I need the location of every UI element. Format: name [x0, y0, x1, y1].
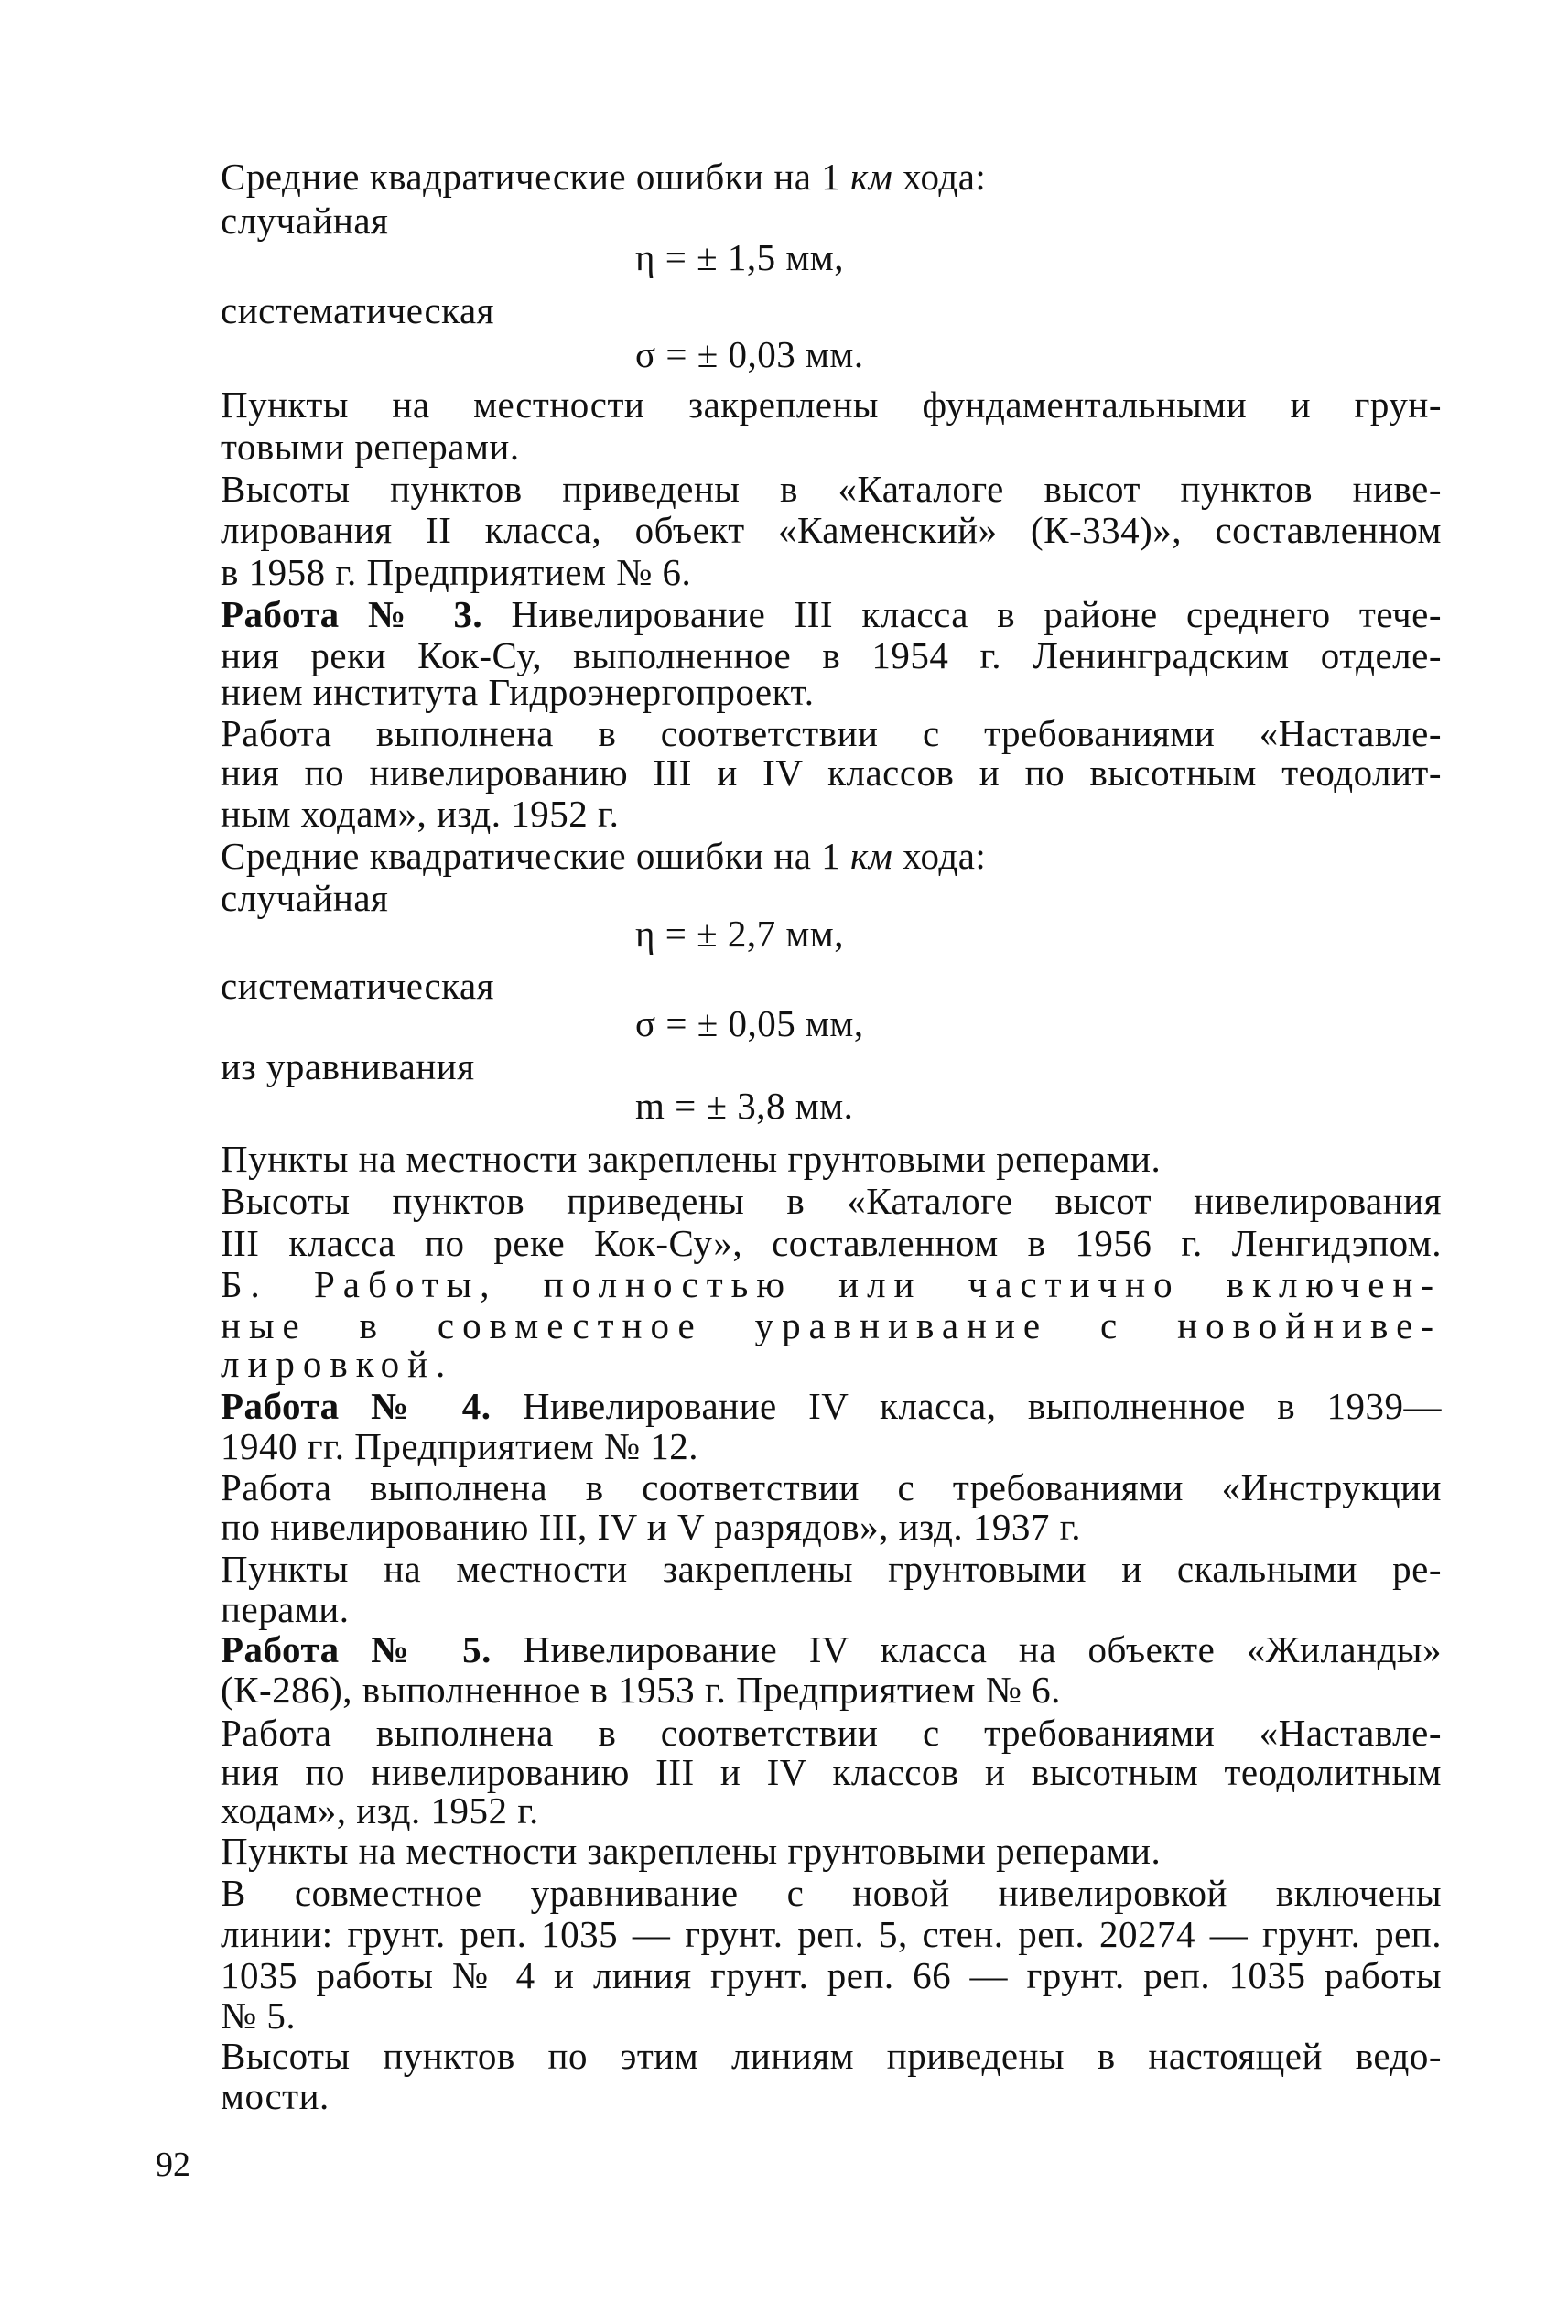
- text-line: лирования II класса, объект «Каменский» (К-334)», составленном: [221, 509, 1442, 551]
- text-line: по нивелированию III, IV и V разрядов», изд. 1937 г.: [221, 1506, 1082, 1548]
- text-line: Работа № 5. Нивелирование IV класса на объекте «Жиланды»: [221, 1628, 1442, 1670]
- page-number: 92: [156, 2146, 190, 2184]
- formula-line: η = ± 2,7 мм,: [635, 913, 844, 955]
- formula-line: σ = ± 0,03 мм.: [635, 333, 864, 375]
- text-line: Работа № 3. Нивелирование III класса в районе среднего тече-: [221, 593, 1442, 635]
- work-heading: Работа № 3.: [221, 593, 483, 635]
- text-line: Работа выполнена в соответствии с требованиями «Наставле-: [221, 1712, 1442, 1754]
- text-line: ния реки Кок-Су, выполненное в 1954 г. Ленинградским отделе-: [221, 634, 1442, 676]
- text-line: Пункты на местности закреплены грунтовыми реперами.: [221, 1830, 1162, 1872]
- text-line: Пункты на местности закреплены грунтовыми реперами.: [221, 1138, 1162, 1180]
- work-heading: Работа № 4.: [221, 1385, 492, 1427]
- text-line: ные в совместное уравнивание с новойниве-: [221, 1304, 1442, 1346]
- text-line: Средние квадратические ошибки на 1 км хода:: [221, 156, 987, 198]
- formula-line: η = ± 1,5 мм,: [635, 236, 844, 278]
- text-line: систематическая: [221, 965, 495, 1007]
- text-line: Высоты пунктов приведены в «Каталоге высот пунктов ниве-: [221, 468, 1442, 510]
- text-line: Пункты на местности закреплены фундаментальными и грун-: [221, 384, 1442, 426]
- text-line: III класса по реке Кок-Су», составленном в 1956 г. Ленгидэпом.: [221, 1222, 1442, 1264]
- text-line: систематическая: [221, 289, 495, 331]
- text-line: ния по нивелированию III и IV классов и высотным теодолитным: [221, 1751, 1442, 1793]
- text-line: В совместное уравнивание с новой нивелировкой включены: [221, 1872, 1442, 1914]
- text-line: ным ходам», изд. 1952 г.: [221, 793, 620, 835]
- text-line: в 1958 г. Предприятием № 6.: [221, 551, 692, 593]
- text-line: мости.: [221, 2075, 330, 2117]
- text-line: Работа выполнена в соответствии с требованиями «Инструкции: [221, 1466, 1442, 1508]
- text-line: перами.: [221, 1588, 350, 1630]
- text-line: случайная: [221, 877, 389, 919]
- text-line: Работа № 4. Нивелирование IV класса, выполненное в 1939—: [221, 1385, 1442, 1427]
- text-line: 1035 работы № 4 и линия грунт. реп. 66 — грунт. реп. 1035 работы: [221, 1954, 1442, 1996]
- formula-line: m = ± 3,8 мм.: [635, 1085, 854, 1127]
- text-line: ния по нивелированию III и IV классов и по высотным теодолит-: [221, 751, 1442, 794]
- text-line: линии: грунт. реп. 1035 — грунт. реп. 5, стен. реп. 20274 — грунт. реп.: [221, 1913, 1442, 1955]
- formula-line: σ = ± 0,05 мм,: [635, 1002, 864, 1044]
- text-line: из уравнивания: [221, 1045, 475, 1087]
- text-line: Высоты пунктов приведены в «Каталоге высот нивелирования: [221, 1180, 1442, 1222]
- text-line: Б. Работы, полностью или частично включен-: [221, 1263, 1442, 1305]
- text-line: Пункты на местности закреплены грунтовыми и скальными ре-: [221, 1548, 1442, 1590]
- text-line: Работа выполнена в соответствии с требованиями «Наставле-: [221, 712, 1442, 754]
- text-line: нием института Гидроэнергопроект.: [221, 671, 815, 713]
- text-line: Высоты пунктов по этим линиям приведены в настоящей ведо-: [221, 2035, 1442, 2077]
- text-line: случайная: [221, 200, 389, 242]
- text-line: (К-286), выполненное в 1953 г. Предприятием № 6.: [221, 1669, 1061, 1711]
- text-line: № 5.: [221, 1994, 297, 2037]
- text-line: лировкой.: [221, 1343, 454, 1385]
- text-line: Средние квадратические ошибки на 1 км хода:: [221, 835, 987, 877]
- text-line: товыми реперами.: [221, 426, 520, 468]
- text-line: 1940 гг. Предприятием № 12.: [221, 1425, 698, 1467]
- work-heading: Работа № 5.: [221, 1628, 492, 1670]
- text-line: ходам», изд. 1952 г.: [221, 1789, 539, 1832]
